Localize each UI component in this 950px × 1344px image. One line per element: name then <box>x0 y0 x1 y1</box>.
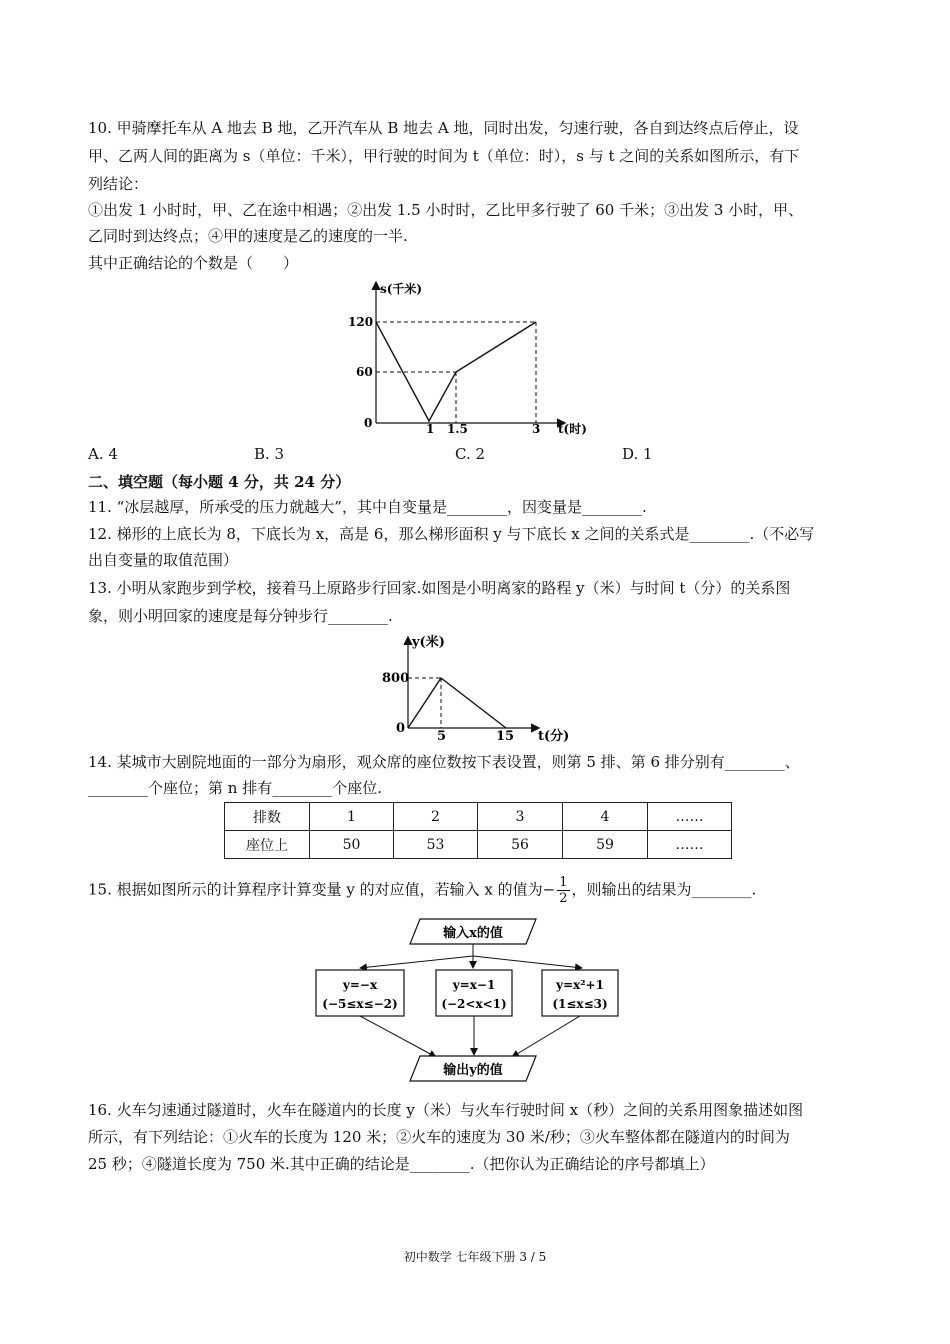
q13-xlabel: t(分) <box>538 729 570 744</box>
q13-line-2: 象，则小明回家的速度是每分钟步行________. <box>88 607 393 625</box>
flow-arrow-left <box>360 956 473 968</box>
q12-line-1: 12. 梯形的上底长为 8，下底长为 x，高是 6，那么梯形面积 y 与下底长 x 之间的关系式是________.（不必写 <box>88 525 815 543</box>
q12-line-2: 出自变量的取值范围） <box>88 551 239 569</box>
section-2-title: 二、填空题（每小题 4 分，共 24 分） <box>88 473 351 491</box>
q14-seat-table <box>224 802 732 859</box>
q10-option-d: D. 1 <box>622 445 653 463</box>
q10-option-b: B. 3 <box>254 445 285 463</box>
table-cell: 50 <box>310 831 394 859</box>
flow-box-2-formula: y=x−1 <box>452 978 496 992</box>
q10-option-a: A. 4 <box>88 445 118 463</box>
q13-ytick-800: 800 <box>382 671 410 686</box>
q10-ylabel: s(千米) <box>380 282 423 296</box>
q15-line <box>88 875 756 906</box>
table-cell: 1 <box>310 803 394 831</box>
q15-fraction <box>557 875 569 906</box>
q15-flowchart <box>300 914 640 1089</box>
table-row <box>225 831 732 859</box>
flow-output-label: 输出y的值 <box>443 1063 503 1078</box>
q10-graph <box>340 275 600 445</box>
q16-line-3: 25 秒；④隧道长度为 750 米.其中正确的结论是________.（把你认为正确结论的序号都填上） <box>88 1155 715 1173</box>
q10-xtick-1-5: 1.5 <box>447 422 468 436</box>
table-cell: 59 <box>563 831 648 859</box>
q10-xlabel: t(时) <box>558 422 587 436</box>
q10-xtick-3: 3 <box>532 422 541 436</box>
q16-line-2: 所示，有下列结论：①火车的长度为 120 米；②火车的速度为 30 米/秒；③火车整体都在隧道内的时间为 <box>88 1128 790 1146</box>
table-cell: 56 <box>478 831 563 859</box>
table-cell: 2 <box>394 803 478 831</box>
q10-line-1: 10. 甲骑摩托车从 A 地去 B 地，乙开汽车从 B 地去 A 地，同时出发，匀速行驶，各自到达终点后停止，设 <box>88 119 799 137</box>
flow-merge-left <box>360 1016 436 1057</box>
q14-line-1: 14. 某城市大剧院地面的一部分为扇形，观众席的座位数按下表设置，则第 5 排、第 6 排分别有________、 <box>88 753 800 771</box>
q13-ylabel: y(米) <box>412 635 445 650</box>
flow-box-1-formula: y=−x <box>342 978 378 992</box>
table-cell: …… <box>648 803 732 831</box>
table-cell: 排数 <box>225 803 310 831</box>
table-row <box>225 803 732 831</box>
q10-ytick-120: 120 <box>348 315 374 329</box>
q10-xtick-1: 1 <box>426 422 435 436</box>
q10-line-5: 乙同时到达终点；④甲的速度是乙的速度的一半. <box>88 227 408 245</box>
table-cell: 4 <box>563 803 648 831</box>
q13-xtick-5: 5 <box>437 729 447 744</box>
q10-ytick-0: 0 <box>364 416 373 430</box>
page-footer: 初中数学 七年级下册 3 / 5 <box>403 1250 547 1264</box>
flow-box-3-formula: y=x²+1 <box>556 978 604 992</box>
q10-line-4: ①出发 1 小时时，甲、乙在途中相遇；②出发 1.5 小时时，乙比甲多行驶了 60 千米；③出发 3 小时，甲、 <box>88 201 804 219</box>
flow-box-1-cond: (−5≤x≤−2) <box>322 997 398 1011</box>
flow-arrow-right <box>473 956 582 968</box>
q13-ytick-0: 0 <box>396 721 406 736</box>
flow-box-2-cond: (−2<x<1) <box>441 997 507 1011</box>
q11-line: 11. “冰层越厚，所承受的压力就越大”，其中自变量是________，因变量是________. <box>88 498 647 516</box>
q10-line-3: 列结论： <box>88 175 149 193</box>
table-cell: 3 <box>478 803 563 831</box>
q10-line-2: 甲、乙两人间的距离为 s（单位：千米），甲行驶的时间为 t（单位：时），s 与 t 之间的关系如图所示，有下 <box>88 147 800 165</box>
q15-text-post: ，则输出的结果为________. <box>571 880 757 899</box>
q10-line-6: 其中正确结论的个数是（ ） <box>88 254 299 272</box>
q10-ytick-60: 60 <box>356 365 373 379</box>
q15-frac-sign: − <box>542 880 556 899</box>
q13-graph <box>370 630 600 746</box>
q15-text-pre: 15. 根据如图所示的计算程序计算变量 y 的对应值，若输入 x 的值为 <box>88 880 543 899</box>
table-cell: 座位上 <box>225 831 310 859</box>
flow-merge-right <box>512 1016 580 1057</box>
flow-input-label: 输入x的值 <box>443 926 503 941</box>
table-cell: …… <box>648 831 732 859</box>
q13-line-1: 13. 小明从家跑步到学校，接着马上原路步行回家.如图是小明离家的路程 y（米）与时间 t（分）的关系图 <box>88 579 791 597</box>
q14-line-2: ________个座位；第 n 排有________个座位. <box>88 779 382 797</box>
q13-distance-line <box>408 678 506 728</box>
flow-box-3-cond: (1≤x≤3) <box>552 997 608 1011</box>
q15-frac-num: 1 <box>559 875 568 890</box>
q15-frac-den: 2 <box>559 891 568 906</box>
table-cell: 53 <box>394 831 478 859</box>
q13-xtick-15: 15 <box>496 729 515 744</box>
q10-option-c: C. 2 <box>455 445 486 463</box>
q16-line-1: 16. 火车匀速通过隧道时，火车在隧道内的长度 y（米）与火车行驶时间 x（秒）之间的关系用图象描述如图 <box>88 1101 804 1119</box>
